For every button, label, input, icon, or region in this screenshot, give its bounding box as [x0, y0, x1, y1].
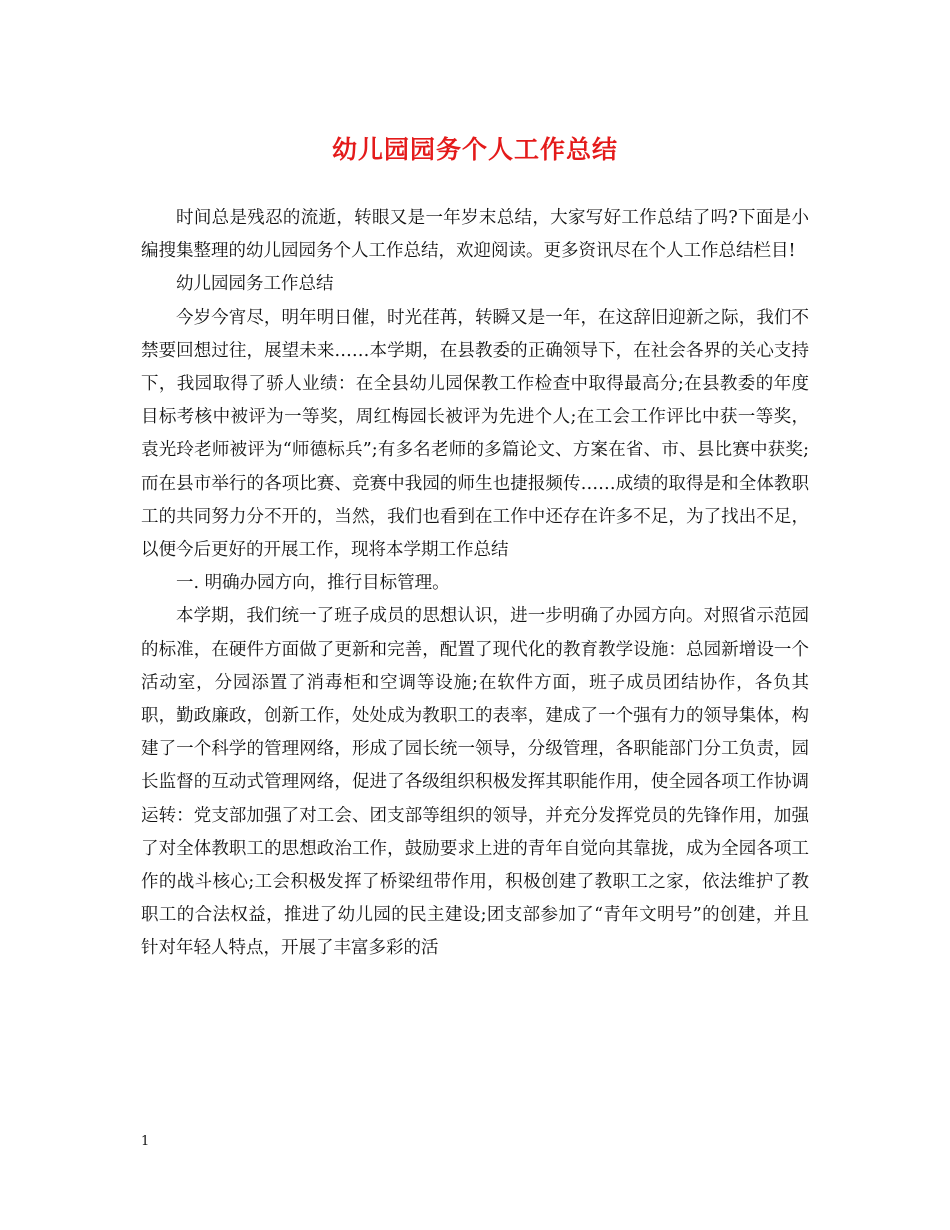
intro-paragraph: 时间总是残忍的流逝，转眼又是一年岁末总结，大家写好工作总结了吗?下面是小编搜集整理的幼儿园园务个人工作总结，欢迎阅读。更多资讯尽在个人工作总结栏目! [141, 208, 809, 262]
document-body [141, 202, 809, 966]
body-paragraph: 今岁今宵尽，明年明日催，时光荏苒，转瞬又是一年，在这辞旧迎新之际，我们不禁要回想过往，展望未来……本学期，在县教委的正确领导下，在社会各界的关心支持下，我园取得了骄人业绩：在全县幼儿园保教工作检查中取得最高分;在县教委的年度目标考核中被评为一等奖，周红梅园长被评为先进个人;在工会工作评比中获一等奖，袁光玲老师被评为“师德标兵”;有多名老师的多篇论文、方案在省、市、县比赛中获奖;而在县市举行的各项比赛、竞赛中我园的师生也捷报频传……成绩的取得是和全体教职工的共同努力分不开的，当然，我们也看到在工作中还存在许多不足，为了找出不足，以便今后更好的开展工作，现将本学期工作总结 [141, 307, 809, 561]
page-number: 1 [141, 1134, 150, 1149]
section-heading: 幼儿园园务工作总结 [176, 274, 334, 295]
subsection-heading: 一. 明确办园方向，推行目标管理。 [176, 573, 450, 594]
body-paragraph: 本学期，我们统一了班子成员的思想认识，进一步明确了办园方向。对照省示范园的标准，在硬件方面做了更新和完善，配置了现代化的教育教学设施：总园新增设一个活动室，分园添置了消毒柜和空调等设施;在软件方面，班子成员团结协作，各负其职，勤政廉政，创新工作，处处成为教职工的表率，建成了一个强有力的领导集体，构建了一个科学的管理网络，形成了园长统一领导，分级管理，各职能部门分工负责，园长监督的互动式管理网络，促进了各级组织积极发挥其职能作用，使全园各项工作协调运转：党支部加强了对工会、团支部等组织的领导，并充分发挥党员的先锋作用，加强了对全体教职工的思想政治工作，鼓励要求上进的青年自觉向其靠拢，成为全园各项工作的战斗核心;工会积极发挥了桥梁纽带作用，积极创建了教职工之家，依法维护了教职工的合法权益，推进了幼儿园的民主建设;团支部参加了“青年文明号”的创建，并且针对年轻人特点，开展了丰富多彩的活 [141, 606, 809, 959]
document-title: 幼儿园园务个人工作总结 [331, 135, 618, 164]
